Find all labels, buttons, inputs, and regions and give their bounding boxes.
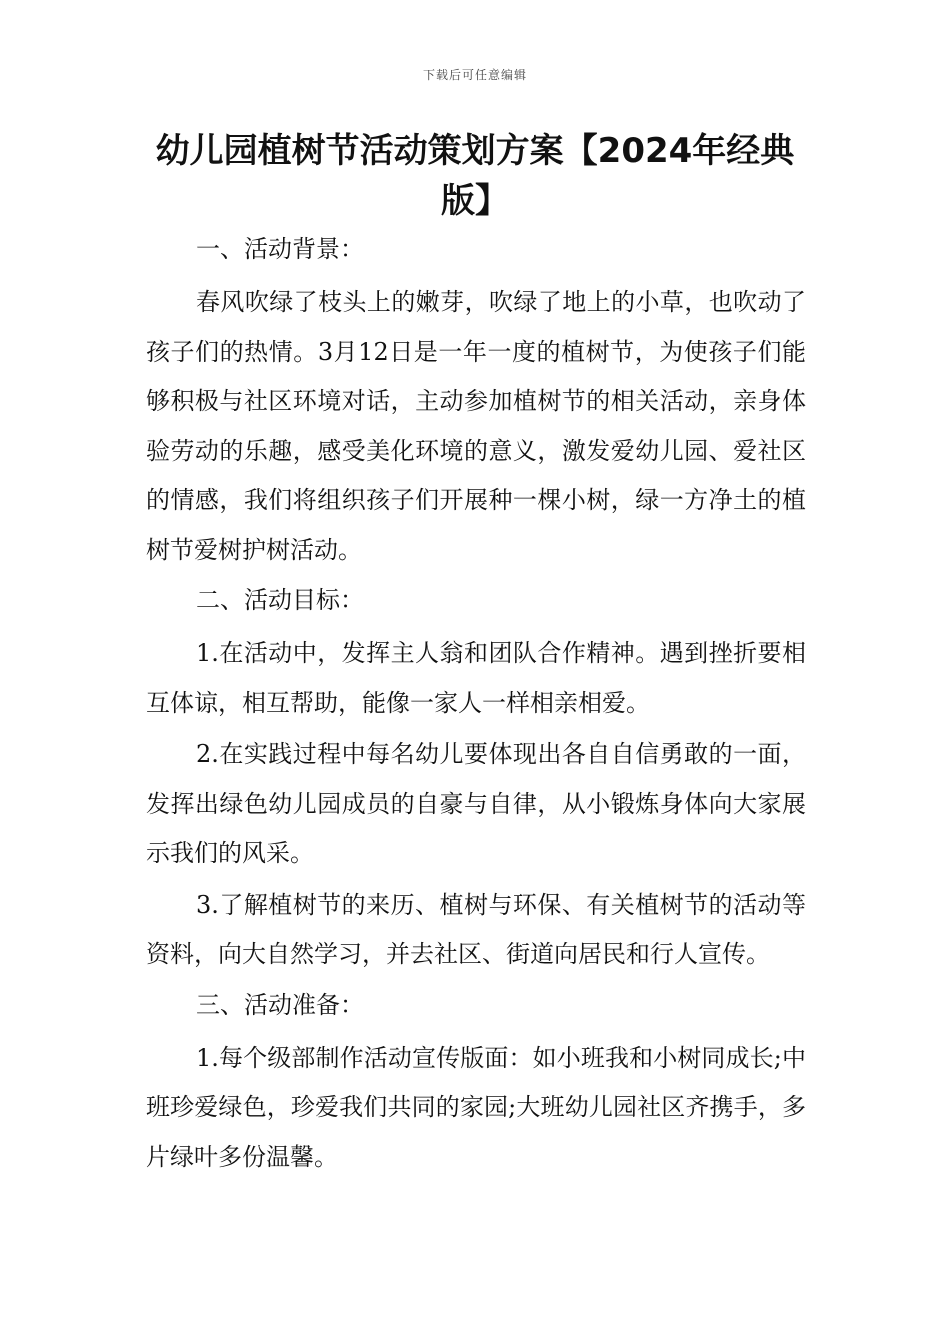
section-heading-goals: 二、活动目标： (196, 586, 364, 614)
paragraph-preparation-1: 1.每个级部制作活动宣传版面：如小班我和小树同成长;中班珍爱绿色，珍爱我们共同的家园;大班幼儿园社区齐携手，多片绿叶多份温馨。 (146, 1043, 806, 1171)
document-body (146, 226, 806, 1184)
page-header-note: 下载后可任意编辑 (422, 68, 527, 82)
paragraph-background: 春风吹绿了枝头上的嫩芽，吹绿了地上的小草，也吹动了孩子们的热情。3月12日是一年一度的植树节，为使孩子们能够积极与社区环境对话，主动参加植树节的相关活动，亲身体验劳动的乐趣，感受美化环境的意义，激发爱幼儿园、爱社区的情感，我们将组织孩子们开展种一棵小树，绿一方净土的植树节爱树护树活动。 (146, 288, 806, 564)
section-heading-preparation: 三、活动准备： (196, 990, 364, 1019)
paragraph-goal-1: 1.在活动中，发挥主人翁和团队合作精神。遇到挫折要相互体谅，相互帮助，能像一家人一样相亲相爱。 (146, 639, 806, 717)
document-title: 幼儿园植树节活动策划方案【2024年经典版】 (155, 131, 795, 221)
paragraph-goal-2: 2.在实践过程中每名幼儿要体现出各自自信勇敢的一面，发挥出绿色幼儿园成员的自豪与自律，从小锻炼身体向大家展示我们的风采。 (146, 740, 806, 867)
paragraph-goal-3: 3.了解植树节的来历、植树与环保、有关植树节的活动等资料，向大自然学习，并去社区、街道向居民和行人宣传。 (146, 890, 806, 968)
section-heading-background: 一、活动背景： (196, 235, 364, 263)
